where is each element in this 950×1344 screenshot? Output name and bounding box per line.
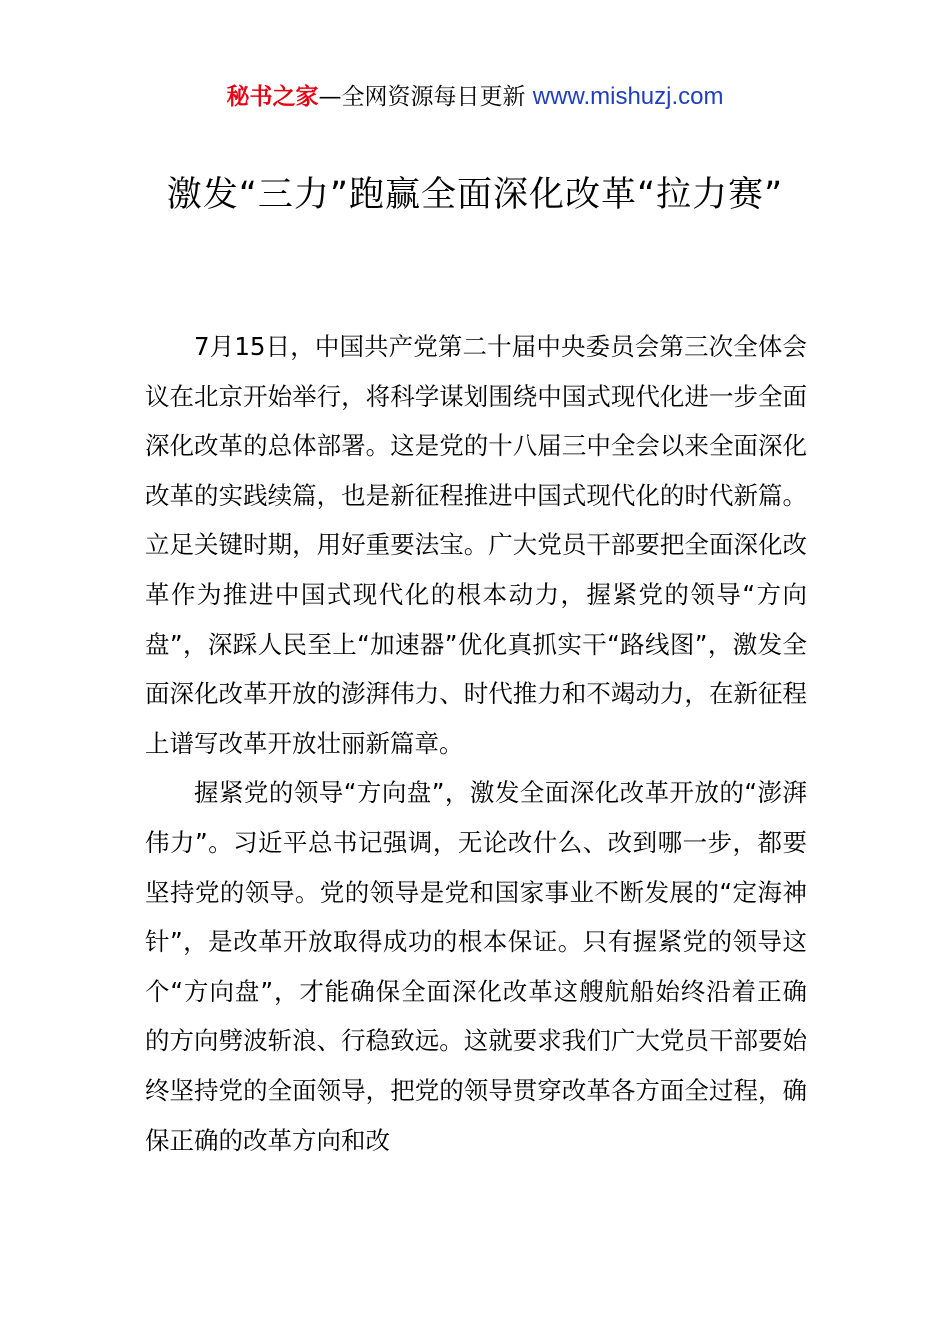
- site-header: [0, 82, 950, 112]
- document-title: 激发“三力”跑赢全面深化改革“拉力赛”: [166, 175, 784, 215]
- site-brand: 秘书之家: [226, 84, 319, 110]
- header-separator: —: [318, 84, 342, 110]
- header-slogan: 全网资源每日更新: [341, 84, 533, 110]
- paragraph: 7月15日，中国共产党第二十届中央委员会第三次全体会议在北京开始举行，将科学谋划围绕中国式现代化进一步全面深化改革的总体部署。这是党的十八届三中全会以来全面深化改革的实践续篇，也是新征程推进中国式现代化的时代新篇。立足关键时期，用好重要法宝。广大党员干部要把全面深化改革作为推进中国式现代化的根本动力，握紧党的领导“方向盘”，深踩人民至上“加速器”优化真抓实干“路线图”，激发全面深化改革开放的澎湃伟力、时代推力和不竭动力，在新征程上谱写改革开放壮丽新篇章。: [145, 332, 807, 758]
- document-body: [145, 322, 807, 1165]
- paragraph: 握紧党的领导“方向盘”，激发全面深化改革开放的“澎湃伟力”。习近平总书记强调，无论改什么、改到哪一步，都要坚持党的领导。党的领导是党和国家事业不断发展的“定海神针”，是改革开放取得成功的根本保证。只有握紧党的领导这个“方向盘”，才能确保全面深化改革这艘航船始终沿着正确的方向劈波斩浪、行稳致远。这就要求我们广大党员干部要始终坚持党的全面领导，把党的领导贯穿改革各方面全过程，确保正确的改革方向和改: [145, 778, 807, 1155]
- site-url-link[interactable]: www.mishuzj.com: [532, 83, 724, 110]
